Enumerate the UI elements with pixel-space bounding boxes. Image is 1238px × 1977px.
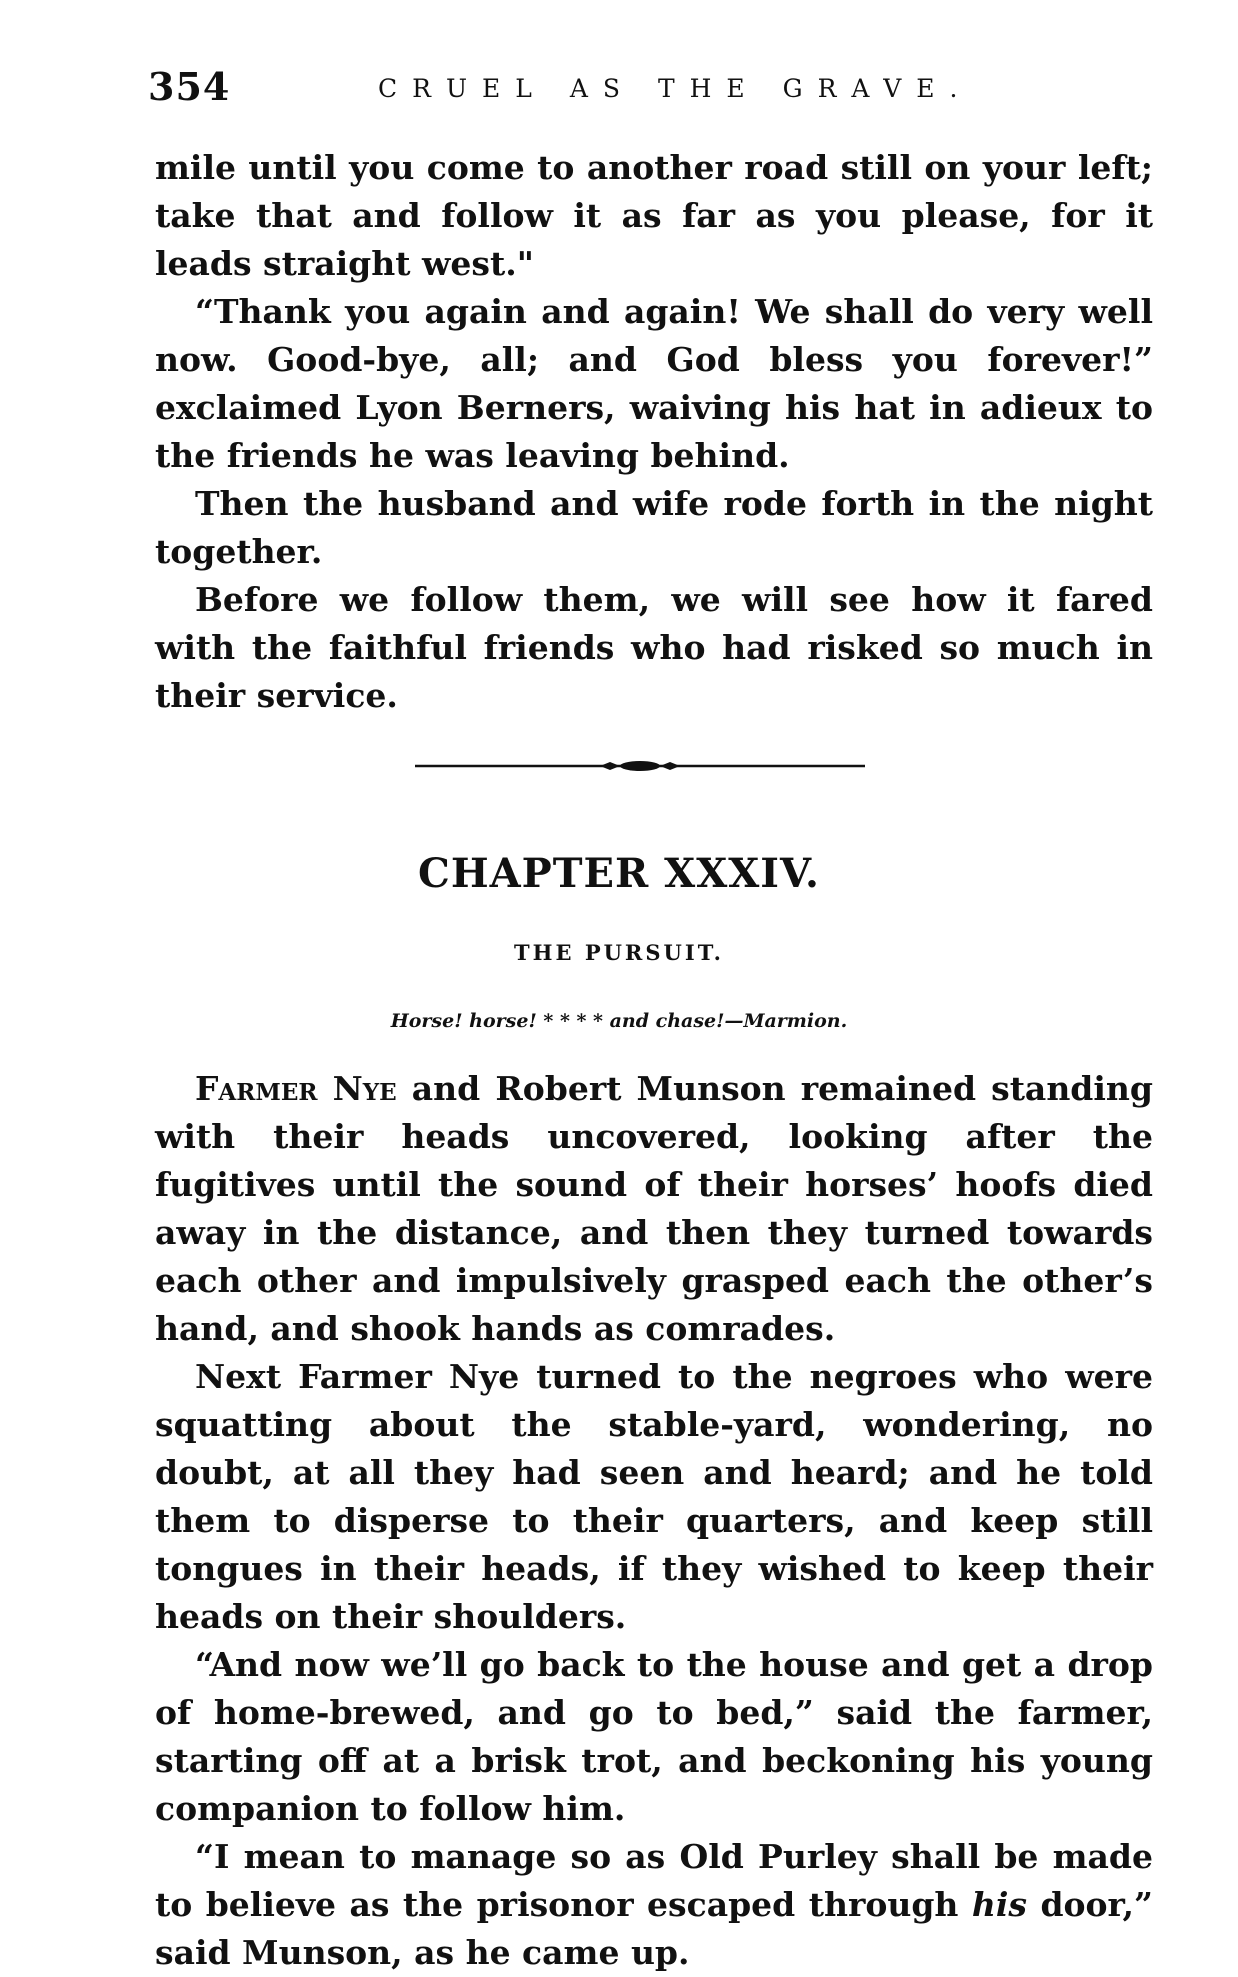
section-end-text xyxy=(155,144,1153,720)
page-header xyxy=(148,64,1148,110)
paragraph-text: and Robert Munson remained standing with their heads uncovered, looking after the fugitives until the sound of their horses’ hoofs died away in the distance, and then they turned towards each other and impulsively grasped each the other’s hand, and shook hands as comrades. xyxy=(155,1069,1153,1348)
chapter-subtitle: THE PURSUIT. xyxy=(514,940,724,965)
emphasized-word: his xyxy=(971,1885,1027,1924)
paragraph: Then the husband and wife rode forth in the night together. xyxy=(155,484,1153,571)
paragraph-text: “I mean to manage so as Old Purley shall be made to believe as the prisonor escaped through xyxy=(155,1837,1153,1924)
paragraph: Next Farmer Nye turned to the negroes who were squatting about the stable-yard, wondering, no doubt, at all they had seen and heard; and he told them to disperse to their quarters, and keep still tongues in their heads, if they wished to keep their heads on their shoulders. xyxy=(155,1357,1153,1636)
running-title: CRUEL AS THE GRAVE. xyxy=(378,74,973,103)
lead-words: Farmer Nye xyxy=(195,1069,397,1108)
page-number: 354 xyxy=(148,64,231,109)
chapter-title: CHAPTER XXXIV. xyxy=(418,850,820,897)
paragraph: “Thank you again and again! We shall do very well now. Good-bye, all; and God bless you forever!” exclaimed Lyon Berners, waiving his hat in adieux to the friends he was leaving behind. xyxy=(155,292,1153,475)
chapter-body-text xyxy=(155,1065,1153,1977)
paragraph: mile until you come to another road still on your left; take that and follow it as far as you please, for it leads straight west." xyxy=(155,148,1153,283)
chapter-epigraph: Horse! horse! * * * * and chase!—Marmion. xyxy=(390,1010,848,1032)
paragraph: “And now we’ll go back to the house and get a drop of home-brewed, and go to bed,” said the farmer, starting off at a brisk trot, and beckoning his young companion to follow him. xyxy=(155,1645,1153,1828)
paragraph-text: door,” said Munson, as he came up. xyxy=(155,1885,1153,1972)
ornamental-divider xyxy=(415,759,865,773)
paragraph xyxy=(155,1833,1153,1977)
paragraph xyxy=(155,1065,1153,1353)
paragraph: Before we follow them, we will see how it fared with the faithful friends who had risked so much in their service. xyxy=(155,580,1153,715)
